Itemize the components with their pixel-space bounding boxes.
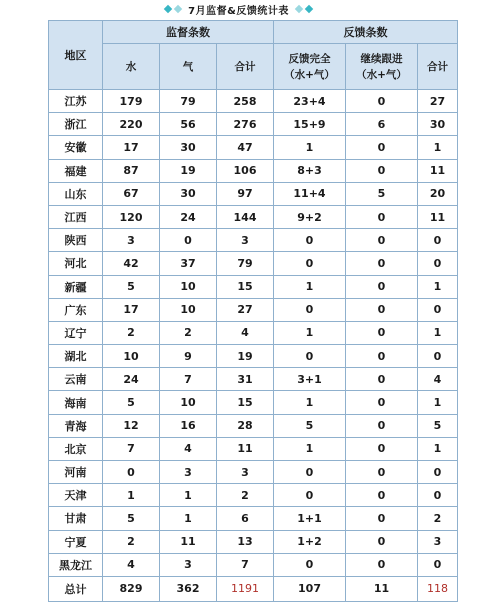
feedback-total-cell: 2 xyxy=(418,507,458,530)
total-cell: 13 xyxy=(217,530,274,553)
water-cell: 67 xyxy=(103,182,160,205)
table-row xyxy=(49,345,458,368)
region-cell: 天津 xyxy=(49,484,103,507)
region-cell: 山东 xyxy=(49,182,103,205)
region-cell: 陕西 xyxy=(49,229,103,252)
complete-cell: 1 xyxy=(274,437,346,460)
region-cell: 湖北 xyxy=(49,345,103,368)
follow-up-line2: （水+气） xyxy=(356,68,407,81)
diamond-icon xyxy=(295,5,303,13)
follow-cell: 5 xyxy=(346,182,418,205)
complete-cell: 0 xyxy=(274,461,346,484)
water-cell: 87 xyxy=(103,159,160,182)
total-cell: 27 xyxy=(217,298,274,321)
complete-cell: 0 xyxy=(274,252,346,275)
table-row xyxy=(49,275,458,298)
region-cell: 宁夏 xyxy=(49,530,103,553)
follow-up-header xyxy=(346,44,418,90)
follow-cell: 0 xyxy=(346,159,418,182)
water-cell: 0 xyxy=(103,461,160,484)
total-cell: 6 xyxy=(217,507,274,530)
feedback-total-cell: 0 xyxy=(418,229,458,252)
total-cell: 7 xyxy=(217,553,274,576)
water-cell: 5 xyxy=(103,275,160,298)
air-header: 气 xyxy=(160,44,217,90)
totals-row xyxy=(49,576,458,601)
air-cell: 10 xyxy=(160,391,217,414)
air-cell: 10 xyxy=(160,275,217,298)
follow-up-line1: 继续跟进 xyxy=(360,52,403,65)
table-row xyxy=(49,113,458,136)
feedback-total-cell: 4 xyxy=(418,368,458,391)
diamond-icon xyxy=(305,5,313,13)
feedback-total-cell: 30 xyxy=(418,113,458,136)
total-cell: 144 xyxy=(217,205,274,228)
table-row xyxy=(49,159,458,182)
total-cell: 2 xyxy=(217,484,274,507)
complete-cell: 3+1 xyxy=(274,368,346,391)
table-row xyxy=(49,229,458,252)
table-row xyxy=(49,90,458,113)
region-cell: 江苏 xyxy=(49,90,103,113)
air-cell: 7 xyxy=(160,368,217,391)
air-cell: 19 xyxy=(160,159,217,182)
follow-cell: 0 xyxy=(346,507,418,530)
region-cell: 新疆 xyxy=(49,275,103,298)
complete-cell: 15+9 xyxy=(274,113,346,136)
region-cell: 青海 xyxy=(49,414,103,437)
water-cell: 220 xyxy=(103,113,160,136)
follow-cell: 0 xyxy=(346,437,418,460)
totals-water-cell: 829 xyxy=(103,576,160,601)
complete-cell: 1 xyxy=(274,136,346,159)
title-bar xyxy=(0,0,477,18)
region-cell: 广东 xyxy=(49,298,103,321)
totals-air-cell: 362 xyxy=(160,576,217,601)
water-cell: 17 xyxy=(103,298,160,321)
totals-feedback-total-cell: 118 xyxy=(418,576,458,601)
water-cell: 3 xyxy=(103,229,160,252)
total-cell: 31 xyxy=(217,368,274,391)
complete-cell: 1+1 xyxy=(274,507,346,530)
table-row xyxy=(49,391,458,414)
air-cell: 16 xyxy=(160,414,217,437)
table-row xyxy=(49,205,458,228)
table-row xyxy=(49,484,458,507)
region-cell: 福建 xyxy=(49,159,103,182)
total-cell: 28 xyxy=(217,414,274,437)
feedback-total-cell: 0 xyxy=(418,252,458,275)
table-row xyxy=(49,530,458,553)
region-header: 地区 xyxy=(49,21,103,90)
total-cell: 106 xyxy=(217,159,274,182)
feedback-total-cell: 3 xyxy=(418,530,458,553)
complete-cell: 0 xyxy=(274,553,346,576)
air-cell: 3 xyxy=(160,553,217,576)
complete-cell: 0 xyxy=(274,484,346,507)
complete-cell: 0 xyxy=(274,229,346,252)
air-cell: 10 xyxy=(160,298,217,321)
feedback-total-cell: 5 xyxy=(418,414,458,437)
table-row xyxy=(49,553,458,576)
water-cell: 5 xyxy=(103,391,160,414)
follow-cell: 0 xyxy=(346,321,418,344)
complete-feedback-header xyxy=(274,44,346,90)
table-row xyxy=(49,437,458,460)
table-row xyxy=(49,182,458,205)
total-cell: 15 xyxy=(217,275,274,298)
table-row xyxy=(49,507,458,530)
region-cell: 江西 xyxy=(49,205,103,228)
follow-cell: 0 xyxy=(346,414,418,437)
feedback-total-cell: 0 xyxy=(418,461,458,484)
water-cell: 179 xyxy=(103,90,160,113)
feedback-total-cell: 1 xyxy=(418,275,458,298)
diamond-icon xyxy=(164,5,172,13)
total-cell: 79 xyxy=(217,252,274,275)
follow-cell: 0 xyxy=(346,90,418,113)
table-body xyxy=(49,90,458,602)
supervision-total-header: 合计 xyxy=(217,44,274,90)
region-cell: 安徽 xyxy=(49,136,103,159)
follow-cell: 0 xyxy=(346,461,418,484)
region-cell: 北京 xyxy=(49,437,103,460)
water-cell: 1 xyxy=(103,484,160,507)
complete-cell: 8+3 xyxy=(274,159,346,182)
follow-cell: 0 xyxy=(346,530,418,553)
water-cell: 7 xyxy=(103,437,160,460)
follow-cell: 0 xyxy=(346,275,418,298)
complete-feedback-line2: （水+气） xyxy=(284,68,335,81)
water-cell: 2 xyxy=(103,530,160,553)
region-cell: 辽宁 xyxy=(49,321,103,344)
total-cell: 3 xyxy=(217,229,274,252)
total-cell: 15 xyxy=(217,391,274,414)
follow-cell: 6 xyxy=(346,113,418,136)
follow-cell: 0 xyxy=(346,553,418,576)
feedback-group-header: 反馈条数 xyxy=(274,21,458,44)
follow-cell: 0 xyxy=(346,298,418,321)
water-cell: 4 xyxy=(103,553,160,576)
complete-cell: 9+2 xyxy=(274,205,346,228)
feedback-total-cell: 11 xyxy=(418,159,458,182)
air-cell: 30 xyxy=(160,136,217,159)
feedback-total-cell: 1 xyxy=(418,391,458,414)
follow-cell: 0 xyxy=(346,484,418,507)
follow-cell: 0 xyxy=(346,391,418,414)
feedback-total-cell: 0 xyxy=(418,345,458,368)
follow-cell: 0 xyxy=(346,368,418,391)
totals-complete-cell: 107 xyxy=(274,576,346,601)
total-cell: 47 xyxy=(217,136,274,159)
air-cell: 11 xyxy=(160,530,217,553)
region-cell: 云南 xyxy=(49,368,103,391)
air-cell: 1 xyxy=(160,507,217,530)
feedback-total-cell: 27 xyxy=(418,90,458,113)
complete-cell: 1 xyxy=(274,275,346,298)
region-cell: 浙江 xyxy=(49,113,103,136)
complete-cell: 11+4 xyxy=(274,182,346,205)
region-cell: 甘肃 xyxy=(49,507,103,530)
complete-cell: 5 xyxy=(274,414,346,437)
air-cell: 9 xyxy=(160,345,217,368)
feedback-total-cell: 1 xyxy=(418,321,458,344)
total-cell: 19 xyxy=(217,345,274,368)
complete-cell: 1 xyxy=(274,321,346,344)
table-wrapper xyxy=(48,20,458,602)
complete-cell: 23+4 xyxy=(274,90,346,113)
water-header: 水 xyxy=(103,44,160,90)
region-cell: 黑龙江 xyxy=(49,553,103,576)
air-cell: 0 xyxy=(160,229,217,252)
follow-cell: 0 xyxy=(346,229,418,252)
water-cell: 5 xyxy=(103,507,160,530)
air-cell: 79 xyxy=(160,90,217,113)
complete-cell: 1 xyxy=(274,391,346,414)
air-cell: 4 xyxy=(160,437,217,460)
follow-cell: 0 xyxy=(346,136,418,159)
table-row xyxy=(49,136,458,159)
air-cell: 30 xyxy=(160,182,217,205)
diamond-icon xyxy=(174,5,182,13)
water-cell: 2 xyxy=(103,321,160,344)
water-cell: 12 xyxy=(103,414,160,437)
air-cell: 24 xyxy=(160,205,217,228)
feedback-total-header: 合计 xyxy=(418,44,458,90)
table-row xyxy=(49,414,458,437)
table-row xyxy=(49,252,458,275)
totals-region-cell: 总计 xyxy=(49,576,103,601)
air-cell: 3 xyxy=(160,461,217,484)
totals-total-cell: 1191 xyxy=(217,576,274,601)
total-cell: 97 xyxy=(217,182,274,205)
complete-cell: 0 xyxy=(274,298,346,321)
complete-cell: 1+2 xyxy=(274,530,346,553)
supervision-group-header: 监督条数 xyxy=(103,21,274,44)
table-row xyxy=(49,368,458,391)
feedback-total-cell: 20 xyxy=(418,182,458,205)
follow-cell: 0 xyxy=(346,345,418,368)
stats-table xyxy=(48,20,458,602)
total-cell: 11 xyxy=(217,437,274,460)
water-cell: 120 xyxy=(103,205,160,228)
total-cell: 3 xyxy=(217,461,274,484)
complete-feedback-line1: 反馈完全 xyxy=(288,52,331,65)
water-cell: 17 xyxy=(103,136,160,159)
feedback-total-cell: 1 xyxy=(418,136,458,159)
water-cell: 42 xyxy=(103,252,160,275)
feedback-total-cell: 0 xyxy=(418,484,458,507)
air-cell: 56 xyxy=(160,113,217,136)
feedback-total-cell: 11 xyxy=(418,205,458,228)
page-title: 7月监督&反馈统计表 xyxy=(188,5,289,17)
water-cell: 10 xyxy=(103,345,160,368)
table-row xyxy=(49,461,458,484)
total-cell: 276 xyxy=(217,113,274,136)
region-cell: 河北 xyxy=(49,252,103,275)
table-row xyxy=(49,321,458,344)
air-cell: 37 xyxy=(160,252,217,275)
feedback-total-cell: 1 xyxy=(418,437,458,460)
air-cell: 1 xyxy=(160,484,217,507)
total-cell: 258 xyxy=(217,90,274,113)
region-cell: 海南 xyxy=(49,391,103,414)
follow-cell: 0 xyxy=(346,205,418,228)
table-row xyxy=(49,298,458,321)
feedback-total-cell: 0 xyxy=(418,298,458,321)
water-cell: 24 xyxy=(103,368,160,391)
totals-follow-cell: 11 xyxy=(346,576,418,601)
follow-cell: 0 xyxy=(346,252,418,275)
feedback-total-cell: 0 xyxy=(418,553,458,576)
total-cell: 4 xyxy=(217,321,274,344)
air-cell: 2 xyxy=(160,321,217,344)
complete-cell: 0 xyxy=(274,345,346,368)
region-cell: 河南 xyxy=(49,461,103,484)
